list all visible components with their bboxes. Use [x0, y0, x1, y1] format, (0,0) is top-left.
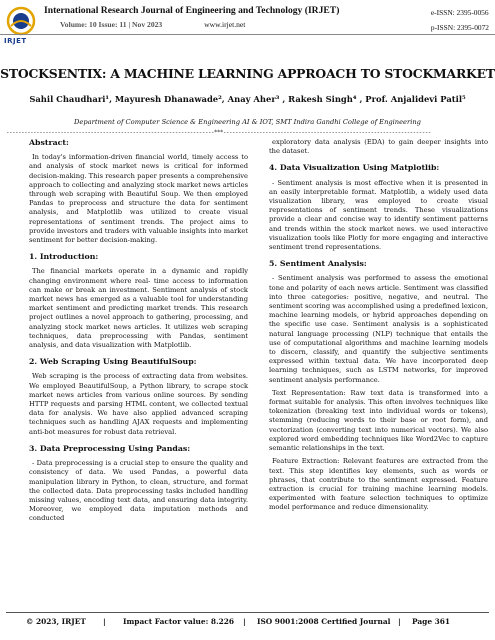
header-rule [0, 34, 495, 35]
website-link[interactable]: www.irjet.net [204, 20, 246, 29]
abstract-text: In today's information-driven financial world, timely access to and analysis of stock market news is critical for informed decision-making. This research paper presents a comprehensive approach to collecting and analyzing stock market news articles through web scraping with Beautiful Soup. We then employed Pandas to preprocess and structure the data for sentiment analysis, and Matplotlib was utilized to create visual representations of sentiment trends. The project aims to provide investors and traders with valuable insights into market sentiment for better decision-making. [29, 153, 248, 245]
journal-name: International Research Journal of Engineering and Technology (IRJET) [44, 5, 340, 16]
footer-impact: Impact Factor value: 8.226 [123, 617, 235, 626]
text-representation-paragraph: Text Representation: Raw text data is transformed into a format suitable for analysis. This often involves techniques like tokenization (breaking text into individual words or tokens), stemming (reducing words to their base or root form), and vectorization (converting text into numerical vectors). We also explored word embedding techniques like Word2Vec to capture semantic relationships in the text. [269, 388, 488, 453]
issn-block [431, 5, 489, 35]
section-3-text: - Data preprocessing is a crucial step to ensure the quality and consistency of data. We used Pandas, a powerful data manipulation library in Python, to clean, structure, and format the collected data. Data preprocessing tasks included handling missing values, encoding text data, and ensuring data integrity. Moreover, we employed data imputation methods and conducted [29, 459, 248, 523]
logo-text: IRJET [4, 37, 27, 45]
section-4-heading: 4. Data Visualization Using Matplotlib: [269, 163, 440, 173]
footer-iso: ISO 9001:2008 Certified Journal [257, 617, 391, 626]
section-3-continuation: exploratory data analysis (EDA) to gain deeper insights into the dataset. [269, 138, 488, 156]
irjet-logo-icon [6, 6, 36, 36]
author-list: Sahil Chaudhari¹, Mayuresh Dhanawade², Anay Aher³ , Rakesh Singh⁴ , Prof. Anjalidevi Patil⁵ [29, 94, 466, 104]
footer-copyright: © 2023, IRJET [26, 617, 86, 626]
separator-line: ---------------------------------------------------------------------***--------------------------------------------------------------------- [6, 129, 431, 136]
paper-title: STOCKSENTIX: A MACHINE LEARNING APPROACH TO STOCKMARKET [0, 66, 495, 81]
footer-sep-1: | [103, 617, 106, 626]
e-issn: e-ISSN: 2395-0056 [430, 8, 489, 17]
right-column [269, 138, 488, 517]
p-issn: p-ISSN: 2395-0072 [430, 23, 489, 32]
section-3-heading: 3. Data Preprocessing Using Pandas: [29, 443, 191, 453]
footer-rule [6, 612, 489, 613]
footer-page: Page 361 [412, 617, 451, 626]
volume-info: Volume: 10 Issue: 11 | Nov 2023 [60, 20, 163, 29]
left-column [29, 138, 248, 528]
footer-sep-2: | [243, 617, 246, 626]
section-1-heading: 1. Introduction: [29, 252, 99, 262]
section-5-text: - Sentiment analysis was performed to assess the emotional tone and polarity of each news article. Sentiment was classified into three categories: positive, negative, and neutral. The sentiment scoring was accomplished using a predefined lexicon, machine learning models, or hybrid approaches depending on the specific use case. Sentiment analysis is a sophisticated natural language processing (NLP) technique that entails the use of computational algorithms and machine learning models to discern, classify, and quantify the subjective sentiments expressed within textual data. We have incorporated deep learning techniques, such as LSTM networks, for improved sentiment analysis performance. [269, 274, 488, 384]
journal-subline [60, 20, 245, 29]
footer-sep-3: | [398, 617, 401, 626]
section-1-text: The financial markets operate in a dynamic and rapidly changing environment where real- time access to information can make or break an investment. Sentiment analysis of stock market news has emerged as a valuable tool for understanding market sentiment and predicting market trends. This research project outlines a novel approach to gathering, processing, and analyzing stock market news articles. It utilizes web scraping techniques, data preprocessing with Pandas, sentiment analysis, and data visualization with Matplotlib. [29, 267, 248, 350]
section-2-text: Web scraping is the process of extracting data from websites. We employed BeautifulSoup, a Python library, to scrape stock market news articles from various online sources. By sending HTTP requests and parsing HTML content, we collected textual data for analysis. We have also applied advanced scraping techniques such as handling AJAX requests and implementing anti-bot measures for robust data retrieval. [29, 372, 248, 436]
feature-extraction-paragraph: Feature Extraction: Relevant features are extracted from the text. This step identifies key elements, such as words or phrases, that contribute to the sentiment expressed. Feature extraction is crucial for training machine learning models. experimented with feature selection techniques to optimize model performance and reduce dimensionality. [269, 457, 488, 512]
affiliation: Department of Computer Science & Engineering AI & IOT, SMT Indira Gandhi College of Engineering [74, 118, 421, 126]
page-header [0, 0, 495, 52]
section-2-heading: 2. Web Scraping Using BeautifulSoup: [29, 357, 197, 367]
section-4-text: - Sentiment analysis is most effective when it is presented in an easily interpretable format. Matplotlib, a widely used data visualization library, was employed to create visual representations of sentiment trends. These visualizations provide a clear and concise way to identify sentiment patterns and trends within the stock market news. we used interactive visualization tools like Plotly for more engaging and interactive sentiment trend representations. [269, 178, 488, 252]
section-5-heading: 5. Sentiment Analysis: [269, 259, 367, 269]
abstract-heading: Abstract: [29, 138, 69, 147]
